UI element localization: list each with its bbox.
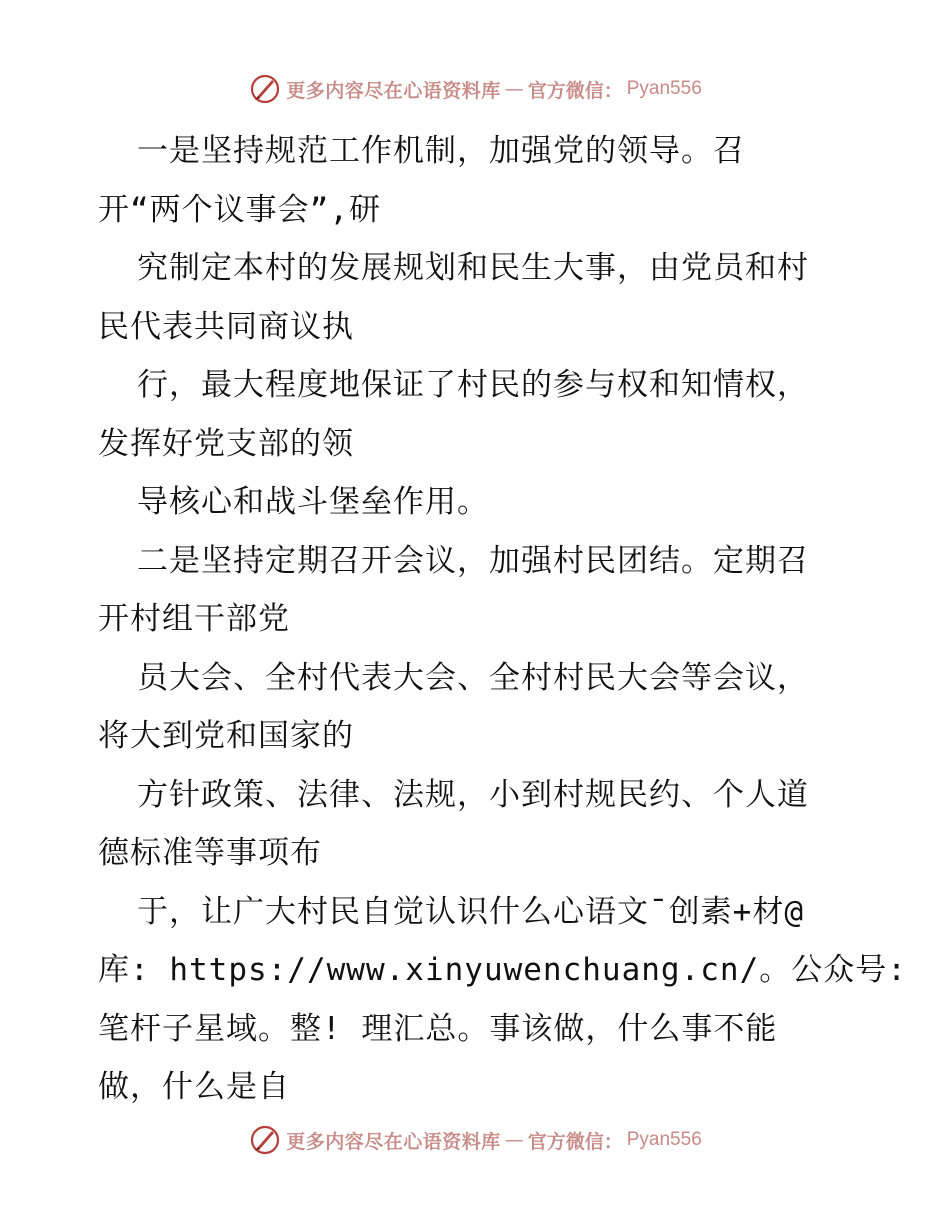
watermark-wechat-id: Pyan556	[626, 1129, 702, 1150]
footer-watermark	[0, 1123, 950, 1157]
text-line: 发挥好党支部的领	[98, 425, 354, 462]
document-body	[98, 122, 907, 1117]
watermark-dash: —	[504, 1129, 524, 1151]
text-line: 做，什么是自	[98, 1069, 290, 1105]
text-line: 笔杆子星域。整! 理汇总。事该做，什么事不能	[98, 1010, 778, 1047]
watermark-official-label: 官方微信：	[527, 79, 623, 102]
text-line: 员大会、全村代表大会、全村村民大会等会议，	[137, 659, 809, 696]
text-line: 二是坚持定期召开会议，加强村民团结。定期召	[137, 542, 809, 579]
text-line: 民代表共同商议执	[98, 308, 354, 345]
text-line: 库: https://www.xinyuwenchuang.cn/。公众号:	[98, 952, 907, 988]
text-line: 一是坚持规范工作机制，加强党的领导。召	[137, 133, 745, 169]
text-line: 德标准等事项布	[98, 835, 322, 871]
watermark-official-label: 官方微信：	[527, 1130, 623, 1153]
text-line: 方针政策、法律、法规，小到村规民约、个人道	[137, 776, 809, 813]
text-line: 行，最大程度地保证了村民的参与权和知情权，	[137, 367, 809, 403]
header-watermark	[0, 72, 950, 106]
quill-logo-icon	[248, 72, 282, 106]
text-line: 将大到党和国家的	[98, 718, 354, 754]
text-line: 究制定本村的发展规划和民生大事，由党员和村	[137, 250, 809, 286]
text-line: 开村组干部党	[98, 601, 290, 637]
text-line: 于，让广大村民自觉认识什么心语文¯创素+材@	[137, 893, 804, 930]
text-line: 开“两个议事会”,研	[98, 191, 381, 228]
text-line: 导核心和战斗堡垒作用。	[137, 484, 489, 520]
quill-logo-icon	[248, 1123, 282, 1157]
watermark-main-text: 更多内容尽在心语资料库	[286, 79, 501, 102]
watermark-dash: —	[504, 78, 524, 100]
watermark-wechat-id: Pyan556	[626, 78, 702, 99]
watermark-main-text: 更多内容尽在心语资料库	[286, 1130, 501, 1153]
